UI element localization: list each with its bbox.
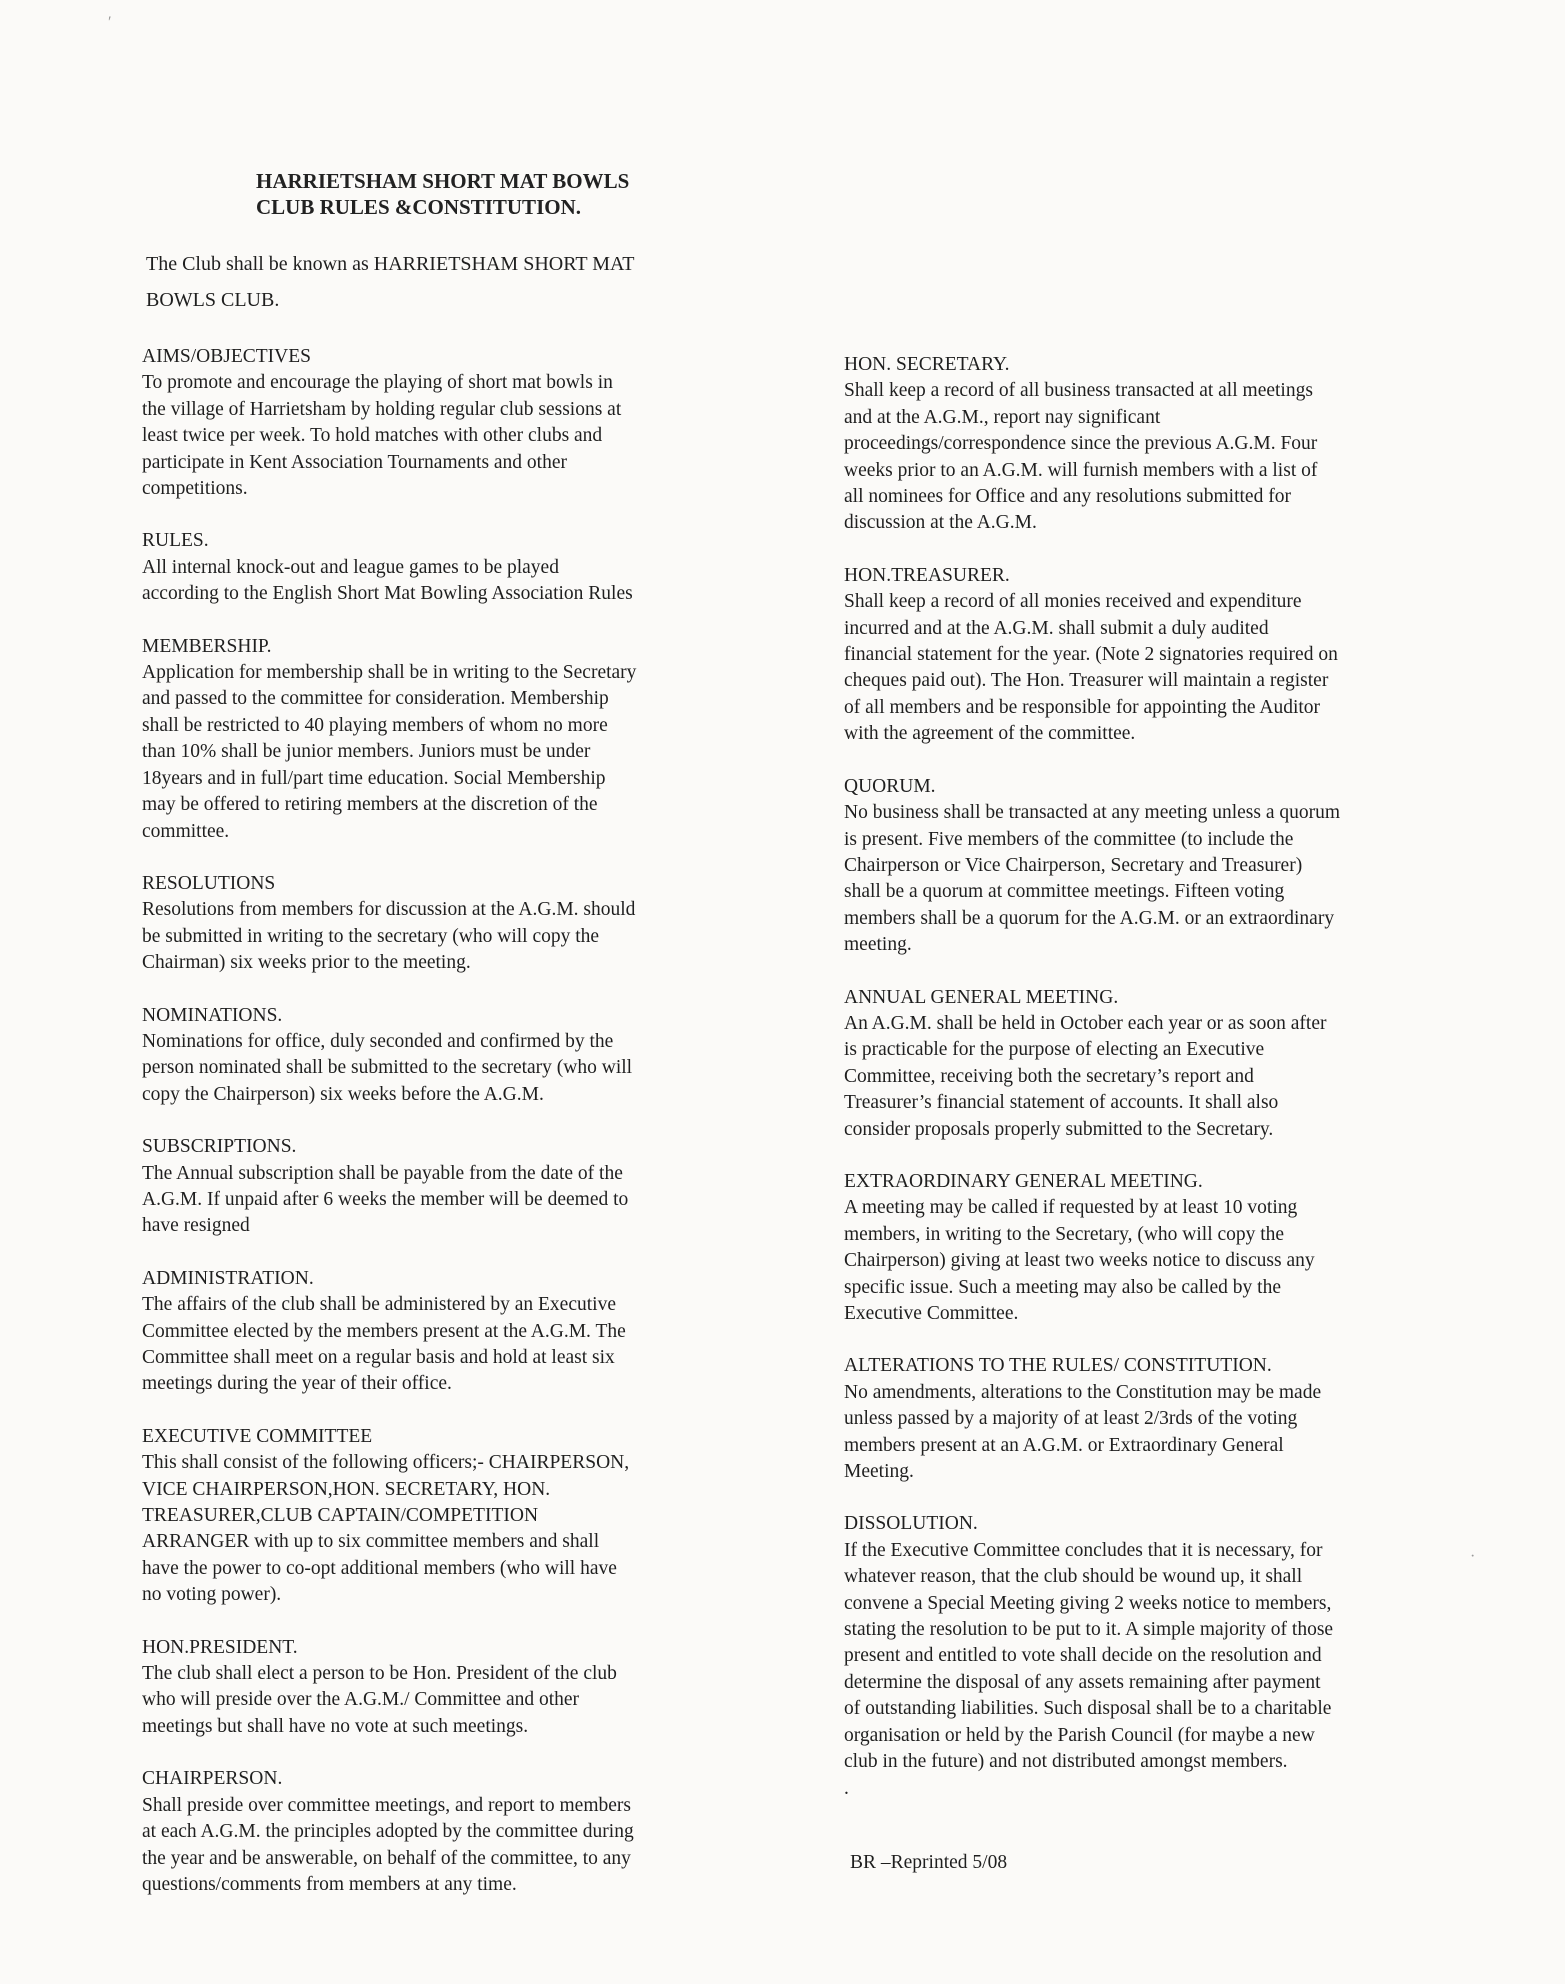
body-line: the year and be answerable, on behalf of the committee, to any [142,1847,631,1869]
section-quorum [844,774,1434,959]
body-line: Treasurer’s financial statement of accounts. It shall also [844,1092,1279,1114]
body-line: at each A.G.M. the principles adopted by the committee during [142,1821,634,1843]
body-line: is present. Five members of the committee (to include the [844,828,1294,850]
body-line: incurred and at the A.G.M. shall submit a duly audited [844,617,1269,639]
section-body [844,1538,1434,1802]
body-line: Application for membership shall be in writing to the Secretary [142,662,637,684]
body-line: with the agreement of the committee. [844,723,1136,745]
section-body [142,897,742,976]
body-line: 18years and in full/part time education. Social Membership [142,767,606,789]
body-line: TREASURER,CLUB CAPTAIN/COMPETITION [142,1505,539,1527]
body-line: Shall keep a record of all business transacted at all meetings [844,380,1313,402]
title-line-1: HARRIETSHAM SHORT MAT BOWLS [256,169,630,193]
body-line: members shall be a quorum for the A.G.M. or an extraordinary [844,907,1335,929]
body-line: all nominees for Office and any resolutions submitted for [844,486,1291,508]
body-line: The affairs of the club shall be administered by an Executive [142,1294,616,1316]
body-line: Shall keep a record of all monies received and expenditure [844,591,1302,613]
section-alterations-to-the-rules-constitution [844,1353,1434,1485]
intro-paragraph [146,246,746,318]
section-body [142,1029,742,1108]
body-line: Executive Committee. [844,1303,1019,1324]
body-line: Committee shall meet on a regular basis and hold at least six [142,1347,615,1368]
body-line: copy the Chairperson) six weeks before the A.G.M. [142,1083,544,1105]
body-line: No business shall be transacted at any meeting unless a quorum [844,802,1341,824]
body-line: The club shall elect a person to be Hon. President of the club [142,1663,617,1685]
body-line: the village of Harrietsham by holding regular club sessions at [142,398,622,420]
section-body [142,1793,742,1899]
title-line-2: CLUB RULES &CONSTITUTION. [256,195,581,219]
section-heading: EXECUTIVE COMMITTEE [142,1425,373,1447]
section-heading: MEMBERSHIP. [142,635,272,657]
body-line: be submitted in writing to the secretary (who will copy the [142,925,600,947]
body-line: financial statement for the year. (Note 2 signatories required on [844,644,1338,666]
section-body [142,660,742,845]
section-extraordinary-general-meeting [844,1169,1434,1327]
body-line: members present at an A.G.M. or Extraordinary General [844,1434,1284,1456]
section-hon-treasurer [844,563,1434,748]
section-subscriptions [142,1134,742,1240]
body-line: discussion at the A.G.M. [844,512,1037,534]
body-line: If the Executive Committee concludes that it is necessary, for [844,1539,1323,1561]
section-heading: ADMINISTRATION. [142,1267,314,1289]
body-line: no voting power). [142,1584,282,1606]
body-line: An A.G.M. shall be held in October each year or as soon after [844,1012,1327,1034]
body-line: Nominations for office, duly seconded and confirmed by the [142,1030,614,1052]
section-rules [142,528,742,607]
body-line: proceedings/correspondence since the previous A.G.M. Four [844,433,1318,455]
body-line: shall be a quorum at committee meetings. Fifteen voting [844,881,1285,903]
body-line: determine the disposal of any assets remaining after payment [844,1671,1321,1693]
scan-speck: · [1470,1548,1476,1565]
body-line: This shall consist of the following officers;- CHAIRPERSON, [142,1452,630,1474]
section-heading: HON.TREASURER. [844,564,1010,586]
section-body [142,1161,742,1240]
section-heading: CHAIRPERSON. [142,1768,283,1790]
body-line: Meeting. [844,1461,914,1483]
section-heading: HON.PRESIDENT. [142,1636,298,1658]
section-body [844,1380,1434,1486]
section-heading: ALTERATIONS TO THE RULES/ CONSTITUTION. [844,1355,1272,1377]
body-line: and at the A.G.M., report nay significant [844,406,1161,428]
body-line: person nominated shall be submitted to the secretary (who will [142,1057,633,1079]
body-line: A.G.M. If unpaid after 6 weeks the member will be deemed to [142,1188,629,1210]
section-aims-objectives [142,344,742,502]
body-line: participate in Kent Association Tournaments and other [142,451,568,473]
body-line: committee. [142,820,230,842]
body-line: of outstanding liabilities. Such disposal shall be to a charitable [844,1698,1332,1720]
body-line: have resigned [142,1215,250,1237]
section-body [142,1450,742,1608]
body-line: organisation or held by the Parish Council (for maybe a new [844,1724,1315,1746]
body-line: A meeting may be called if requested by at least 10 voting [844,1197,1298,1219]
body-line: convene a Special Meeting giving 2 weeks notice to members, [844,1592,1332,1614]
body-line: may be offered to retiring members at the discretion of the [142,794,598,816]
section-heading: ANNUAL GENERAL MEETING. [844,986,1119,1008]
body-line: Chairperson) giving at least two weeks notice to discuss any [844,1250,1315,1272]
body-line: members, in writing to the Secretary, (who will copy the [844,1223,1285,1245]
body-line: meetings but shall have no vote at such meetings. [142,1715,529,1737]
section-body [844,800,1434,958]
section-hon-secretary [844,352,1434,537]
section-body [844,1195,1434,1327]
section-heading: AIMS/OBJECTIVES [142,346,312,367]
section-body [844,589,1434,747]
body-line: who will preside over the A.G.M./ Committee and other [142,1689,580,1711]
left-column [142,344,742,1924]
body-line: stating the resolution to be put to it. A simple majority of those [844,1619,1334,1641]
section-dissolution [844,1511,1434,1801]
body-line: VICE CHAIRPERSON,HON. SECRETARY, HON. [142,1478,551,1500]
section-chairperson [142,1766,742,1898]
intro-line-2: BOWLS CLUB. [146,289,280,311]
section-heading: RESOLUTIONS [142,872,276,894]
body-line: Chairperson or Vice Chairperson, Secretary and Treasurer) [844,854,1303,876]
reprint-note: BR –Reprinted 5/08 [850,1852,1008,1873]
body-line: weeks prior to an A.G.M. will furnish members with a list of [844,459,1318,481]
body-line: ARRANGER with up to six committee members and shall [142,1531,600,1553]
section-membership [142,634,742,845]
body-line: unless passed by a majority of at least 2/3rds of the voting [844,1408,1298,1430]
body-line: shall be restricted to 40 playing members of whom no more [142,714,608,736]
intro-line-1: The Club shall be known as HARRIETSHAM SHORT MAT [146,253,635,275]
body-line: least twice per week. To hold matches with other clubs and [142,425,603,447]
body-line: No amendments, alterations to the Constitution may be made [844,1381,1322,1403]
body-line: All internal knock-out and league games to be played [142,556,559,578]
section-heading: HON. SECRETARY. [844,354,1010,375]
section-heading: RULES. [142,530,209,552]
body-line: club in the future) and not distributed amongst members. [844,1751,1288,1773]
body-line: according to the English Short Mat Bowling Association Rules [142,583,633,605]
body-line: Committee elected by the members present at the A.G.M. The [142,1320,626,1342]
section-heading: DISSOLUTION. [844,1513,978,1535]
body-line: Committee, receiving both the secretary’s report and [844,1065,1254,1087]
body-line: consider proposals properly submitted to the Secretary. [844,1118,1274,1140]
scan-speck: ′ [108,14,112,31]
body-line: questions/comments from members at any time. [142,1873,517,1895]
document-title [256,168,629,220]
body-line: of all members and be responsible for appointing the Auditor [844,696,1321,718]
section-executive-committee [142,1424,742,1609]
body-line: Chairman) six weeks prior to the meeting. [142,952,471,974]
body-line: Resolutions from members for discussion at the A.G.M. should [142,899,636,921]
body-line: is practicable for the purpose of electing an Executive [844,1039,1265,1061]
section-body [844,1011,1434,1143]
body-line: specific issue. Such a meeting may also be called by the [844,1276,1281,1298]
section-heading: QUORUM. [844,775,936,797]
body-line: have the power to co-opt additional members (who will have [142,1557,617,1579]
section-annual-general-meeting [844,985,1434,1143]
section-administration [142,1266,742,1398]
section-heading: EXTRAORDINARY GENERAL MEETING. [844,1170,1203,1192]
body-line: To promote and encourage the playing of short mat bowls in [142,372,613,394]
section-heading: SUBSCRIPTIONS. [142,1136,297,1158]
body-line: Shall preside over committee meetings, and report to members [142,1794,631,1816]
body-line: present and entitled to vote shall decide on the resolution and [844,1645,1322,1667]
section-body [142,1661,742,1740]
body-line: . [844,1777,849,1799]
section-resolutions [142,871,742,977]
section-heading: NOMINATIONS. [142,1004,283,1026]
body-line: than 10% shall be junior members. Juniors must be under [142,741,591,763]
section-body [142,370,742,502]
body-line: meetings during the year of their office. [142,1373,452,1395]
body-line: cheques paid out). The Hon. Treasurer will maintain a register [844,670,1329,692]
body-line: The Annual subscription shall be payable from the date of the [142,1162,623,1184]
section-body [142,1292,742,1398]
section-body [844,378,1434,536]
body-line: whatever reason, that the club should be wound up, it shall [844,1566,1303,1588]
right-column [844,352,1434,1828]
section-nominations [142,1003,742,1109]
section-body [142,555,742,608]
body-line: and passed to the committee for consideration. Membership [142,688,609,710]
body-line: meeting. [844,934,912,956]
body-line: competitions. [142,478,248,500]
section-hon-president [142,1635,742,1741]
